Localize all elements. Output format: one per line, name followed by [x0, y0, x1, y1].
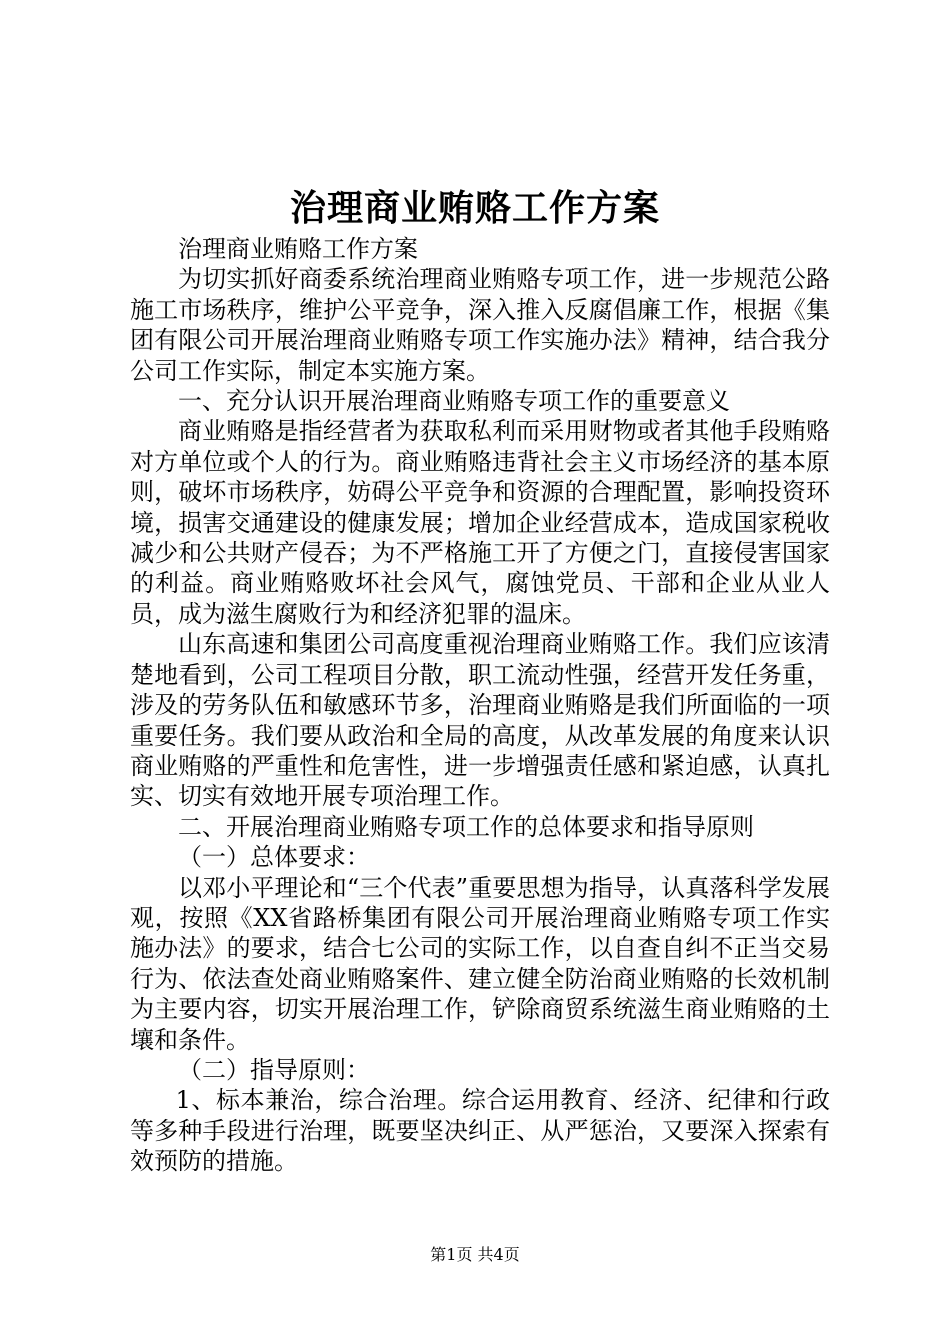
document-body	[130, 234, 830, 1177]
body-paragraph: 商业贿赂是指经营者为获取私利而采用财物或者其他手段贿赂对方单位或个人的行为。商业贿赂违背社会主义市场经济的基本原则，破坏市场秩序，妨碍公平竞争和资源的合理配置，影响投资环境，损害交通建设的健康发展；增加企业经营成本，造成国家税收减少和公共财产侵吞；为不严格施工开了方便之门，直接侵害国家的利益。商业贿赂败坏社会风气，腐蚀党员、干部和企业从业人员，成为滋生腐败行为和经济犯罪的温床。	[130, 417, 830, 628]
page-footer: 第1页 共4页	[430, 1245, 520, 1264]
section-heading-1: 一、充分认识开展治理商业贿赂专项工作的重要意义	[178, 387, 730, 416]
subsection-heading-2: （二）指导原则：	[178, 1055, 370, 1084]
subsection-heading-1: （一）总体要求：	[178, 843, 370, 872]
list-item-paragraph: 1、标本兼治，综合治理。综合运用教育、经济、纪律和行政等多种手段进行治理，既要坚决纠正、从严惩治，又要深入探索有效预防的措施。	[130, 1086, 830, 1176]
body-paragraph: 山东高速和集团公司高度重视治理商业贿赂工作。我们应该清楚地看到，公司工程项目分散，职工流动性强，经营开发任务重，涉及的劳务队伍和敏感环节多，治理商业贿赂是我们所面临的一项重要任务。我们要从政治和全局的高度，从改革发展的角度来认识商业贿赂的严重性和危害性，进一步增强责任感和紧迫感，认真扎实、切实有效地开展专项治理工作。	[130, 630, 830, 811]
section-heading-2: 二、开展治理商业贿赂专项工作的总体要求和指导原则	[178, 812, 754, 841]
body-paragraph: 以邓小平理论和“三个代表”重要思想为指导，认真落科学发展观，按照《XX省路桥集团有限公司开展治理商业贿赂专项工作实施办法》的要求，结合七公司的实际工作，以自查自纠不正当交易行为、依法查处商业贿赂案件、建立健全防治商业贿赂的长效机制为主要内容，切实开展治理工作，铲除商贸系统滋生商业贿赂的土壤和条件。	[130, 873, 830, 1054]
intro-paragraph: 为切实抓好商委系统治理商业贿赂专项工作，进一步规范公路施工市场秩序，维护公平竞争，深入推入反腐倡廉工作，根据《集团有限公司开展治理商业贿赂专项工作实施办法》精神，结合我分公司工作实际，制定本实施方案。	[130, 265, 830, 385]
document-title: 治理商业贿赂工作方案	[289, 187, 660, 229]
subtitle-paragraph: 治理商业贿赂工作方案	[178, 235, 418, 263]
